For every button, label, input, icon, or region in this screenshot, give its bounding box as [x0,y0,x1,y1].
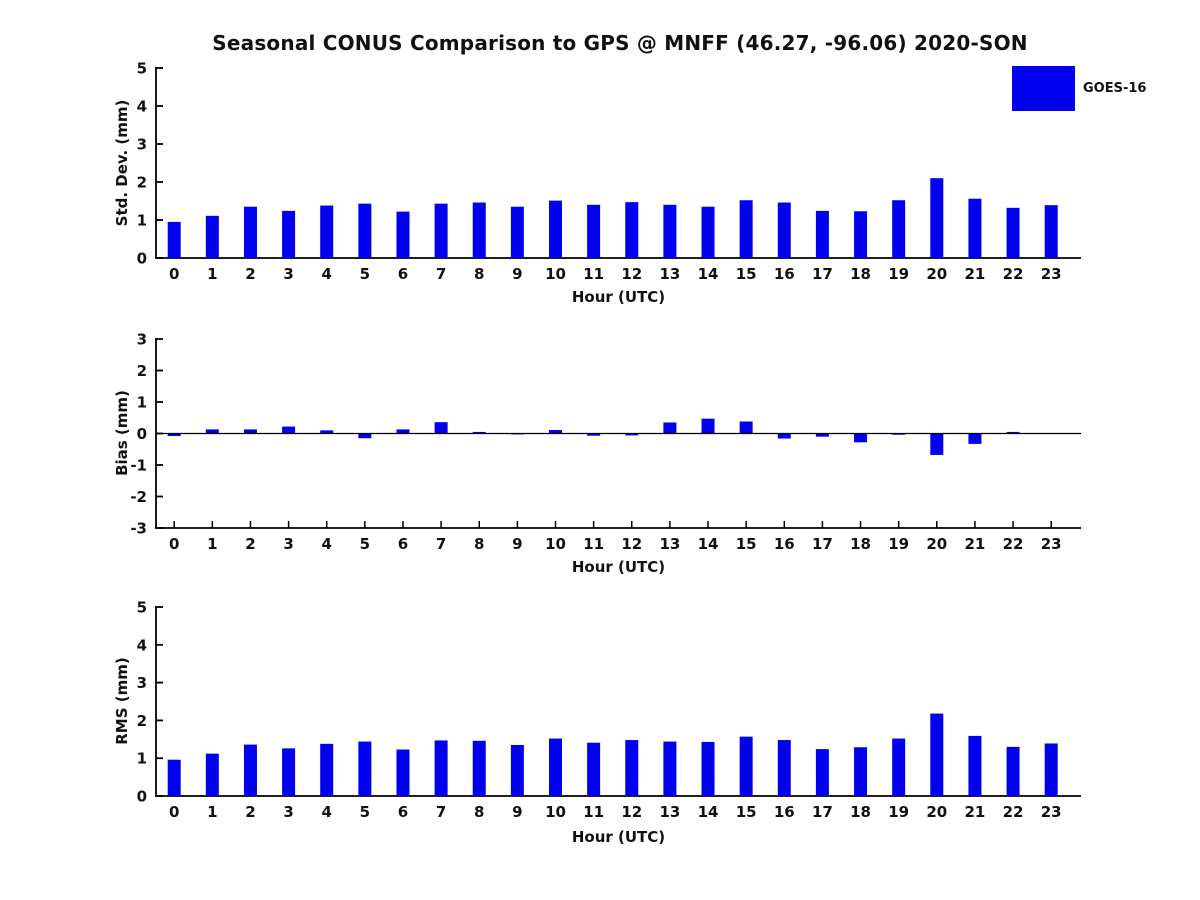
bar-bias-hour-15 [740,422,753,434]
x-tick-label: 7 [435,535,447,553]
chart-bias [130,331,1081,554]
x-tick-label: 18 [850,535,871,553]
x-tick-label: 18 [850,265,871,283]
bar-bias-hour-3 [282,427,295,434]
x-tick-label: 11 [583,803,605,821]
bar-std-dev-hour-8 [473,203,486,258]
x-tick-label: 20 [926,265,948,283]
y-tick-label: 4 [136,636,147,655]
y-tick-label: 1 [136,211,147,230]
x-tick-label: 15 [735,265,757,283]
x-tick-label: 9 [512,535,523,553]
x-tick-label: 16 [773,265,795,283]
x-tick-label: 12 [621,803,643,821]
bar-std-dev-hour-13 [663,205,676,258]
x-tick-label: 11 [583,265,605,283]
bar-std-dev-hour-16 [778,203,791,258]
bar-std-dev-hour-18 [854,211,867,258]
x-tick-label: 1 [207,265,218,283]
y-tick-label: 5 [136,59,147,78]
x-axis-label-stddev: Hour (UTC) [571,288,666,306]
x-tick-label: 5 [359,265,371,283]
x-tick-label: 1 [207,803,218,821]
x-tick-label: 22 [1002,803,1024,821]
x-tick-label: 8 [474,265,485,283]
bar-bias-hour-13 [663,422,676,433]
bar-rms-hour-17 [816,749,829,796]
bar-std-dev-hour-2 [244,207,257,258]
bar-rms-hour-10 [549,739,562,796]
bar-std-dev-hour-20 [930,178,943,258]
x-tick-label: 7 [435,265,447,283]
bar-bias-hour-7 [435,422,448,433]
bar-rms-hour-2 [244,745,257,796]
x-tick-label: 3 [283,265,294,283]
bar-rms-hour-1 [206,754,219,796]
x-tick-label: 23 [1040,535,1062,553]
x-tick-label: 10 [545,803,566,821]
bar-rms-hour-19 [892,739,905,796]
bar-bias-hour-1 [206,429,219,433]
x-tick-label: 2 [245,535,256,553]
y-tick-label: 0 [136,787,147,806]
y-tick-label: 2 [136,362,147,380]
x-tick-label: 20 [926,803,948,821]
x-tick-label: 15 [735,535,757,553]
y-tick-label: 0 [136,249,147,268]
x-tick-label: 12 [621,535,643,553]
x-tick-label: 10 [545,535,566,553]
bar-std-dev-hour-7 [435,204,448,258]
bar-bias-hour-16 [778,434,791,439]
x-tick-label: 6 [397,535,409,553]
bar-std-dev-hour-23 [1045,205,1058,258]
x-tick-label: 21 [964,265,986,283]
bar-rms-hour-5 [358,742,371,796]
bar-rms-hour-22 [1007,747,1020,796]
bar-std-dev-hour-17 [816,211,829,258]
y-tick-label: 3 [136,330,147,349]
y-tick-label: 2 [136,173,147,192]
bar-rms-hour-12 [625,740,638,796]
x-tick-label: 5 [359,535,371,553]
x-tick-label: 8 [474,803,485,821]
bar-rms-hour-15 [740,737,753,796]
bar-std-dev-hour-11 [587,205,600,258]
bar-rms-hour-23 [1045,743,1058,796]
bar-std-dev-hour-21 [968,199,981,258]
bar-bias-hour-18 [854,434,867,443]
x-tick-label: 13 [659,535,681,553]
x-tick-label: 17 [811,803,833,821]
x-tick-label: 13 [659,803,681,821]
x-tick-label: 2 [245,803,256,821]
y-tick-label: 1 [136,393,147,412]
x-tick-label: 6 [397,265,409,283]
x-axis-label-bias: Hour (UTC) [571,558,666,576]
bar-rms-hour-14 [702,742,715,796]
y-axis-label-stddev: Std. Dev. (mm) [113,99,131,227]
bar-rms-hour-11 [587,743,600,796]
x-tick-label: 9 [512,265,523,283]
x-tick-label: 3 [283,803,294,821]
chart-rms [137,599,1081,822]
bar-rms-hour-18 [854,747,867,796]
bar-std-dev-hour-3 [282,211,295,258]
bar-std-dev-hour-12 [625,202,638,258]
bar-std-dev-hour-6 [396,212,409,258]
x-tick-label: 4 [321,265,332,283]
x-tick-label: 9 [512,803,523,821]
x-tick-label: 22 [1002,535,1024,553]
bar-rms-hour-3 [282,748,295,796]
x-tick-label: 8 [474,535,485,553]
bar-bias-hour-5 [358,434,371,439]
bar-bias-hour-21 [968,434,981,444]
bar-std-dev-hour-9 [511,207,524,258]
x-tick-label: 7 [435,803,447,821]
bar-std-dev-hour-0 [168,222,181,258]
bar-rms-hour-20 [930,714,943,796]
bar-std-dev-hour-5 [358,204,371,258]
legend-label: GOES-16 [1083,81,1147,96]
bar-std-dev-hour-10 [549,201,562,258]
bar-bias-hour-6 [396,429,409,433]
bar-rms-hour-21 [968,736,981,796]
bar-rms-hour-7 [435,740,448,796]
y-tick-label: 3 [136,674,147,693]
x-tick-label: 0 [168,265,180,283]
x-tick-label: 6 [397,803,409,821]
x-tick-label: 19 [888,803,910,821]
y-tick-label: 3 [136,135,147,154]
bar-rms-hour-16 [778,740,791,796]
x-tick-label: 21 [964,803,986,821]
x-tick-label: 2 [245,265,256,283]
x-tick-label: 23 [1040,803,1062,821]
x-tick-label: 14 [697,265,719,283]
y-tick-label: 2 [136,711,147,730]
bar-rms-hour-9 [511,745,524,796]
x-tick-label: 18 [850,803,871,821]
bar-bias-hour-2 [244,429,257,433]
x-tick-label: 14 [697,535,719,553]
bar-rms-hour-8 [473,741,486,796]
y-tick-label: 5 [136,598,147,617]
x-tick-label: 19 [888,535,910,553]
bar-rms-hour-6 [396,750,409,796]
x-tick-label: 17 [811,265,833,283]
x-axis-label-rms: Hour (UTC) [571,828,666,846]
x-tick-label: 16 [773,535,795,553]
chart-std-dev [137,60,1081,284]
page-title: Seasonal CONUS Comparison to GPS @ MNFF (46.27, -96.06) 2020-SON [212,31,1028,55]
bar-rms-hour-13 [663,742,676,796]
x-tick-label: 14 [697,803,719,821]
x-tick-label: 3 [283,535,294,553]
y-tick-label: -3 [130,519,147,538]
x-tick-label: 0 [168,535,180,553]
x-tick-label: 23 [1040,265,1062,283]
x-tick-label: 16 [773,803,795,821]
y-tick-label: -2 [130,488,147,506]
x-tick-label: 5 [359,803,371,821]
bar-std-dev-hour-19 [892,200,905,258]
x-tick-label: 22 [1002,265,1024,283]
bar-std-dev-hour-15 [740,200,753,258]
x-tick-label: 13 [659,265,681,283]
bar-bias-hour-14 [702,419,715,434]
bar-std-dev-hour-22 [1007,208,1020,258]
bar-bias-hour-20 [930,434,943,455]
x-tick-label: 17 [811,535,833,553]
x-tick-label: 10 [545,265,566,283]
x-tick-label: 0 [168,803,180,821]
x-tick-label: 4 [321,535,332,553]
bar-rms-hour-0 [168,760,181,796]
y-tick-label: 4 [136,97,147,116]
y-tick-label: -1 [130,456,147,475]
y-axis-label-bias: Bias (mm) [113,390,131,476]
bar-std-dev-hour-14 [702,207,715,258]
y-tick-label: 1 [136,749,147,768]
x-tick-label: 4 [321,803,332,821]
x-tick-label: 15 [735,803,757,821]
x-tick-label: 19 [888,265,910,283]
x-tick-label: 11 [583,535,605,553]
y-tick-label: 0 [136,425,147,443]
x-tick-label: 12 [621,265,643,283]
bar-std-dev-hour-4 [320,206,333,258]
bar-std-dev-hour-1 [206,216,219,258]
x-tick-label: 21 [964,535,986,553]
x-tick-label: 1 [207,535,218,553]
x-tick-label: 20 [926,535,948,553]
y-axis-label-rms: RMS (mm) [113,657,131,745]
bar-rms-hour-4 [320,744,333,796]
